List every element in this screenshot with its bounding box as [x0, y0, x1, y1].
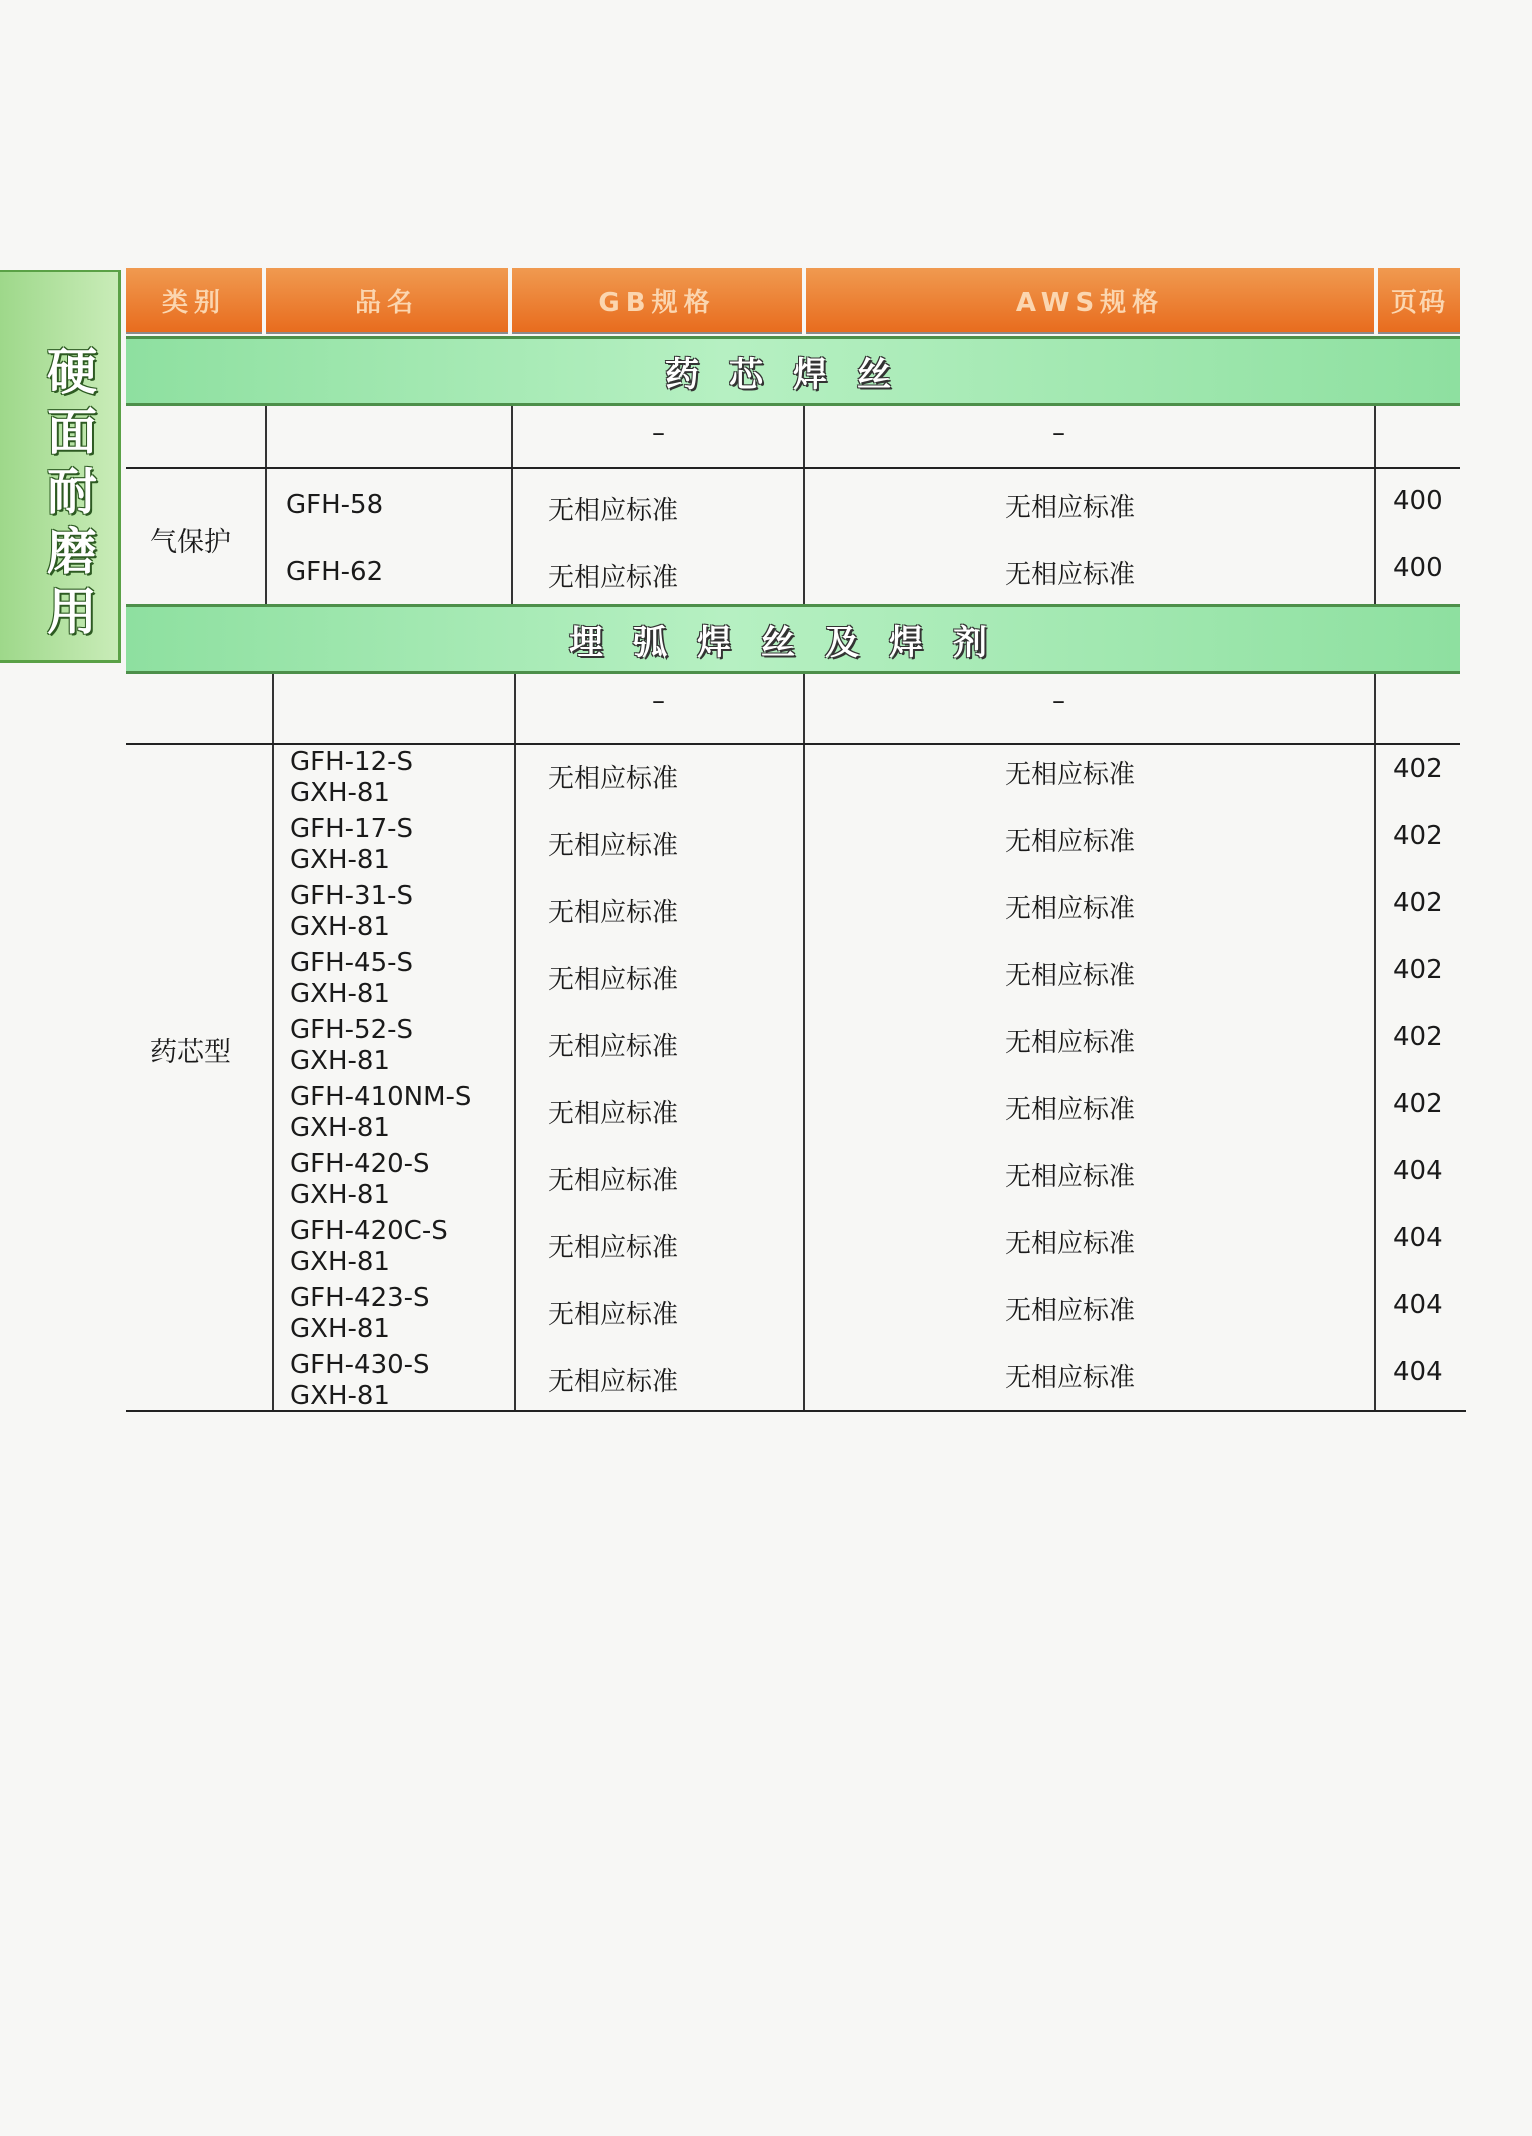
product-name: GFH-52-S: [290, 1015, 414, 1045]
flux-name: GXH-81: [290, 1180, 390, 1210]
gb-spec: 无相应标准: [548, 1300, 679, 1330]
flux-name: GXH-81: [290, 845, 390, 875]
flux-name: GXH-81: [290, 1247, 390, 1277]
column-divider: [272, 674, 274, 1410]
product-name: GFH-420C-S: [290, 1216, 448, 1246]
product-name: GFH-45-S: [290, 948, 414, 978]
gb-spec: 无相应标准: [548, 563, 679, 593]
column-divider: [803, 406, 805, 604]
category-label: 气保护: [150, 527, 231, 558]
aws-spec: 无相应标准: [1005, 894, 1136, 924]
column-header-aws: AWS规格: [806, 268, 1374, 334]
product-name: GFH-12-S: [290, 747, 414, 777]
column-divider: [1374, 674, 1376, 1410]
page-number: 402: [1393, 1022, 1443, 1052]
flux-name: GXH-81: [290, 778, 390, 808]
gb-spec: 无相应标准: [548, 898, 679, 928]
gb-placeholder: –: [652, 686, 665, 716]
flux-name: GXH-81: [290, 1381, 390, 1411]
page-number: 402: [1393, 754, 1443, 784]
category-label: 药芯型: [150, 1037, 231, 1068]
column-divider: [1374, 406, 1376, 604]
group-band-submerged-arc: [126, 604, 1460, 674]
page-number: 402: [1393, 1089, 1443, 1119]
gb-spec: 无相应标准: [548, 496, 679, 526]
section-tab-label: 硬面耐磨用: [47, 343, 97, 641]
group-title: 埋弧焊丝及焊剂: [569, 622, 1017, 663]
gb-spec: 无相应标准: [548, 1367, 679, 1397]
aws-placeholder: –: [1052, 418, 1065, 448]
group-band-flux-cored-wire: [126, 336, 1460, 406]
product-name: GFH-410NM-S: [290, 1082, 472, 1112]
group-title: 药芯焊丝: [665, 354, 921, 395]
column-header-page: 页码: [1378, 268, 1460, 334]
aws-spec: 无相应标准: [1005, 1095, 1136, 1125]
page-number: 404: [1393, 1156, 1443, 1186]
column-divider: [511, 406, 513, 604]
row-divider: [126, 743, 1460, 745]
table-bottom-rule: [126, 1410, 1466, 1412]
page-number: 402: [1393, 955, 1443, 985]
gb-spec: 无相应标准: [548, 1233, 679, 1263]
column-header-product: 品名: [266, 268, 508, 334]
aws-spec: 无相应标准: [1005, 1229, 1136, 1259]
page-number: 402: [1393, 888, 1443, 918]
gb-spec: 无相应标准: [548, 1099, 679, 1129]
product-name: GFH-430-S: [290, 1350, 430, 1380]
aws-spec: 无相应标准: [1005, 760, 1136, 790]
gb-spec: 无相应标准: [548, 1032, 679, 1062]
gb-spec: 无相应标准: [548, 965, 679, 995]
flux-name: GXH-81: [290, 979, 390, 1009]
gb-placeholder: –: [652, 418, 665, 448]
page-number: 400: [1393, 486, 1443, 516]
page-number: 400: [1393, 553, 1443, 583]
page-number: 404: [1393, 1223, 1443, 1253]
product-name: GFH-62: [286, 557, 384, 587]
aws-spec: 无相应标准: [1005, 560, 1136, 590]
column-divider: [265, 406, 267, 604]
aws-spec: 无相应标准: [1005, 961, 1136, 991]
aws-spec: 无相应标准: [1005, 493, 1136, 523]
page-number: 402: [1393, 821, 1443, 851]
aws-spec: 无相应标准: [1005, 827, 1136, 857]
column-header-category: 类别: [126, 268, 262, 334]
aws-placeholder: –: [1052, 686, 1065, 716]
product-name: GFH-17-S: [290, 814, 414, 844]
column-divider: [803, 674, 805, 1410]
flux-name: GXH-81: [290, 1314, 390, 1344]
product-name: GFH-31-S: [290, 881, 414, 911]
aws-spec: 无相应标准: [1005, 1162, 1136, 1192]
column-header-gb: GB规格: [512, 268, 802, 334]
product-name: GFH-58: [286, 490, 384, 520]
page-number: 404: [1393, 1357, 1443, 1387]
flux-name: GXH-81: [290, 912, 390, 942]
product-name: GFH-423-S: [290, 1283, 430, 1313]
row-divider: [126, 467, 1460, 469]
flux-name: GXH-81: [290, 1113, 390, 1143]
aws-spec: 无相应标准: [1005, 1028, 1136, 1058]
aws-spec: 无相应标准: [1005, 1363, 1136, 1393]
flux-name: GXH-81: [290, 1046, 390, 1076]
gb-spec: 无相应标准: [548, 1166, 679, 1196]
page-number: 404: [1393, 1290, 1443, 1320]
column-divider: [514, 674, 516, 1410]
gb-spec: 无相应标准: [548, 831, 679, 861]
aws-spec: 无相应标准: [1005, 1296, 1136, 1326]
product-name: GFH-420-S: [290, 1149, 430, 1179]
gb-spec: 无相应标准: [548, 764, 679, 794]
